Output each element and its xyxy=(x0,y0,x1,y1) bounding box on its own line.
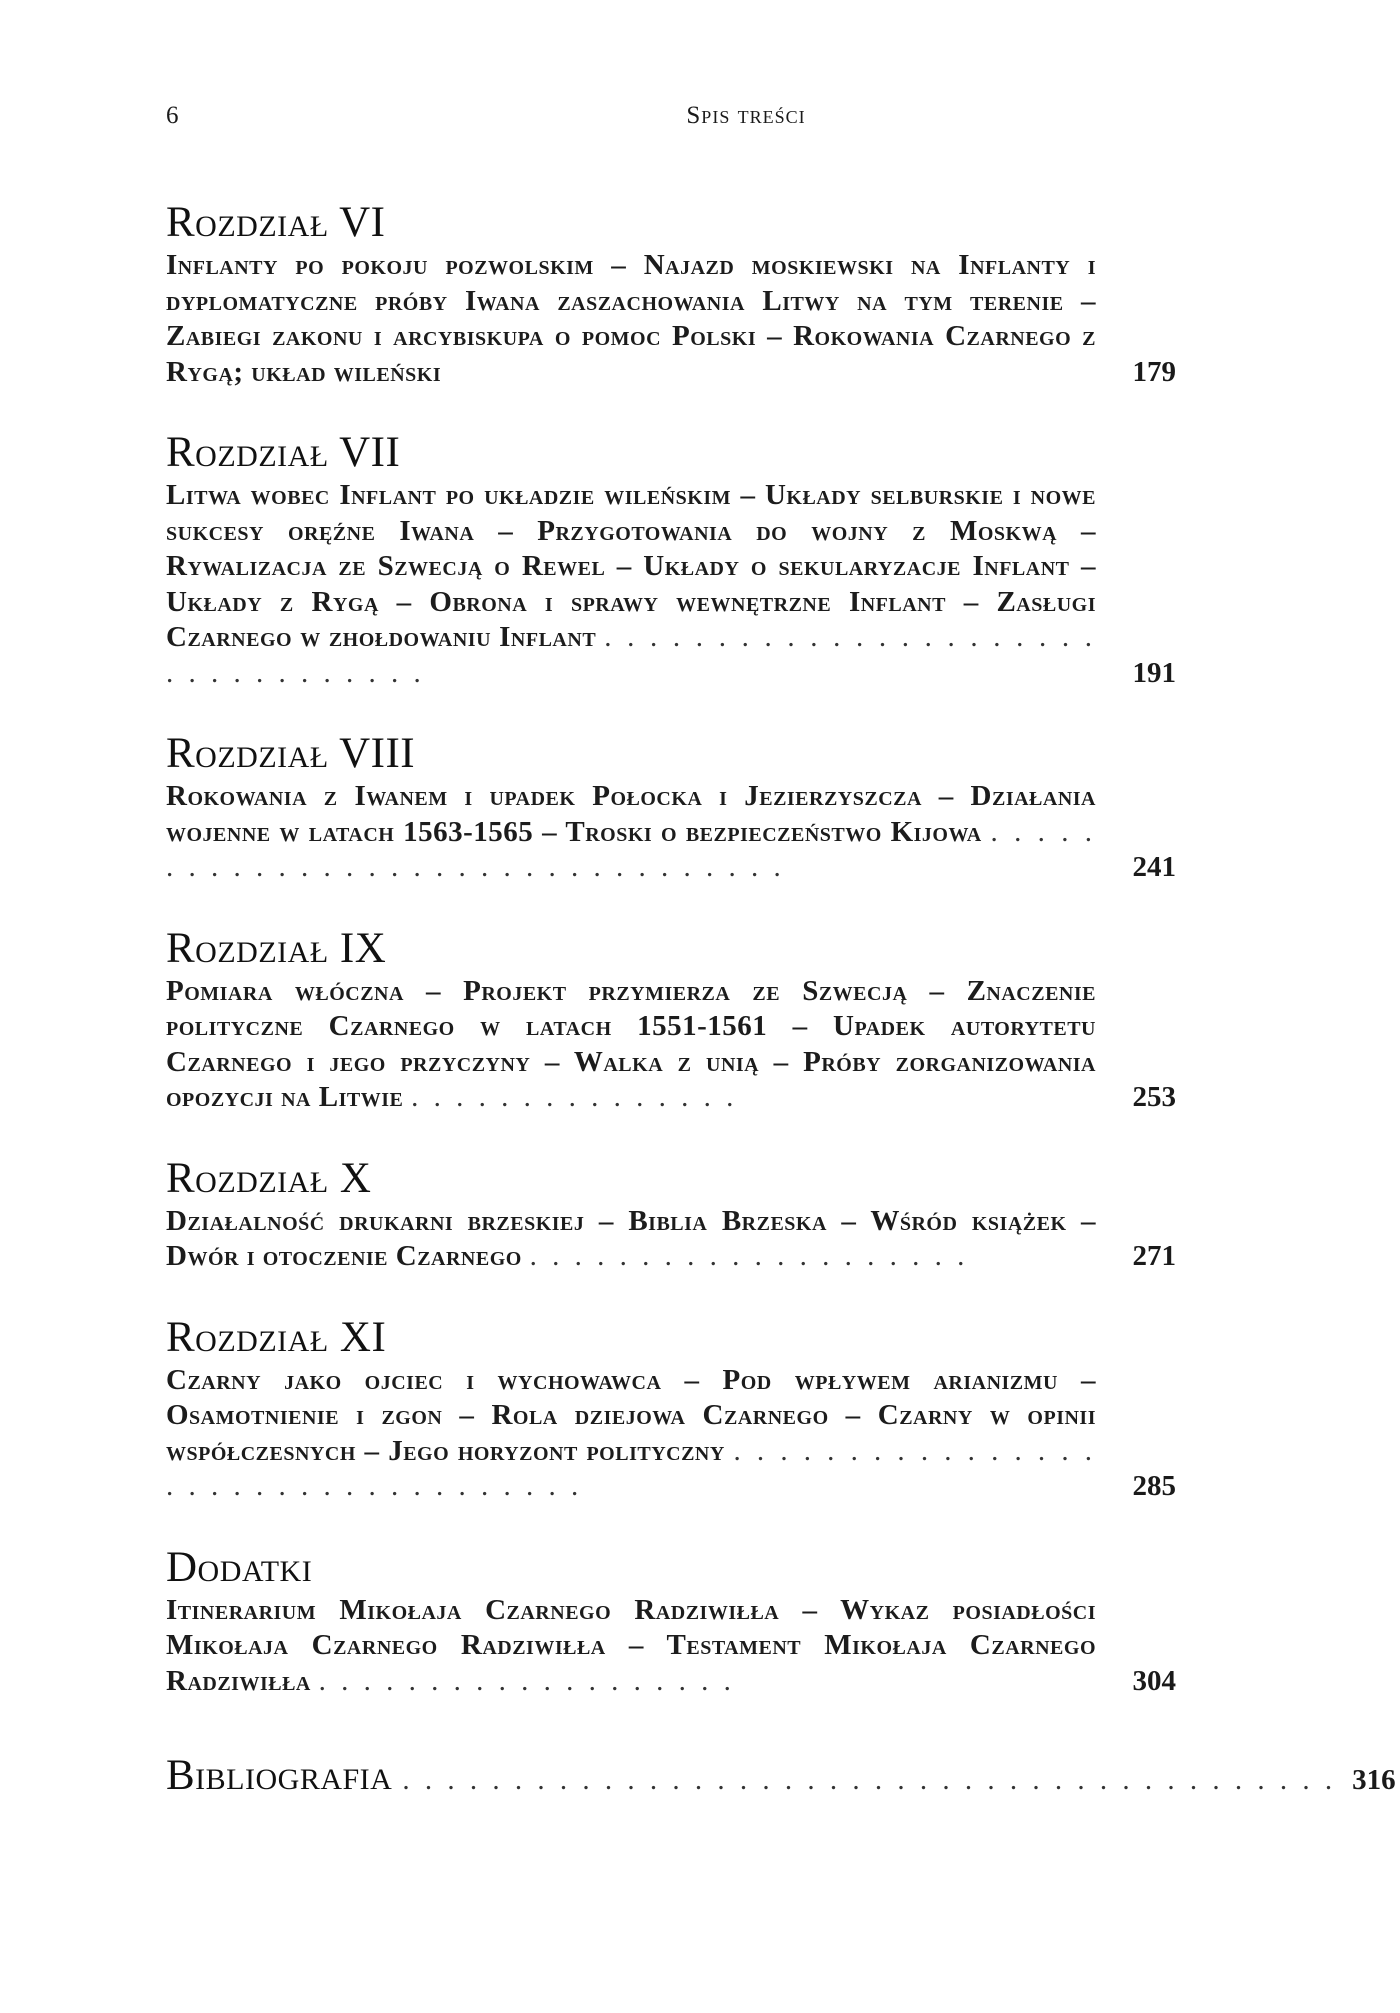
chapter-page-number: 304 xyxy=(1132,1664,1176,1697)
dot-leader: . . . . . . . . . . . . . . . . . . . xyxy=(318,1664,735,1697)
chapter-title: Rozdział XI xyxy=(166,1313,387,1361)
chapter-page-number: 285 xyxy=(1132,1470,1176,1502)
chapter-description-text: Działalność drukarni brzeskiej – Biblia Brzeska – Wśród książek – Dwór i otoczenie Czarnego xyxy=(166,1204,1096,1272)
chapter-description-text: Pomiara włóczna – Projekt przymierza ze Szwecją – Znaczenie polityczne Czarnego w latach 1551-1561 – Upadek autorytetu Czarnego i jego przyczyny – Walka z unią – Próby zorganizowania opozycji na Litwie xyxy=(166,974,1096,1113)
toc-entry-bibliography xyxy=(166,1751,1396,1801)
bibliography-title: Bibliografia xyxy=(166,1752,393,1799)
chapter-description-text: Litwa wobec Inflant po układzie wileńskim – Układy selburskie i nowe sukcesy oręźne Iwana – Przygotowania do wojny z Moskwą – Rywalizacja ze Szwecją o Rewel – Układy o sekularyzacje Inflant – Układy z Rygą – Obrona i sprawy wewnętrzne Inflant – Zasługi Czarnego w zhołdowaniu Inflant xyxy=(166,479,1096,653)
chapter-description xyxy=(166,1593,1096,1700)
toc-entry-chapter-6 xyxy=(166,198,1176,390)
table-of-contents xyxy=(166,198,1396,1801)
page-header xyxy=(166,102,1176,134)
chapter-description xyxy=(166,1363,1096,1505)
dot-leader: . . . . . . . . . . . . . . . xyxy=(411,1081,738,1113)
dot-leader: . . . . . . . . . . . . . . . . . . . . . . . . . . . . . . . . . . . . . . . . . . xyxy=(402,1764,1337,1796)
chapter-page-number: 253 xyxy=(1132,1081,1176,1113)
chapter-description-text: Itinerarium Mikołaja Czarnego Radziwiłła – Wykaz posiadłości Mikołaja Czarnego Radziwiłła – Testament Mikołaja Czarnego Radziwiłła xyxy=(166,1593,1096,1697)
dot-leader: . . . . . . . . . . . . . . . . . . . . . . . . . . . . . . . . . . . xyxy=(166,1434,1097,1502)
toc-entry-chapter-7 xyxy=(166,428,1176,691)
toc-entry-chapter-10 xyxy=(166,1154,1176,1275)
chapter-title: Rozdział IX xyxy=(166,924,387,972)
chapter-description xyxy=(166,1204,1096,1275)
chapter-description xyxy=(166,974,1096,1116)
bibliography-page-number: 316 xyxy=(1352,1764,1396,1796)
chapter-description xyxy=(166,248,1096,390)
chapter-description-text: Rokowania z Iwanem i upadek Połocka i Jezierzyszcza – Działania wojenne w latach 1563-1565 – Troski o bezpieczeństwo Kijowa xyxy=(166,780,1096,848)
chapter-description-text: Czarny jako ojciec i wychowawca – Pod wpływem arianizmu – Osamotnienie i zgon – Rola dziejowa Czarnego – Czarny w opinii współczesnych – Jego horyzont polityczny xyxy=(166,1363,1096,1467)
chapter-title: Rozdział VII xyxy=(166,429,401,476)
dot-leader: . . . . . . . . . . . . . . . . . . . . xyxy=(529,1240,969,1272)
toc-entry-chapter-9 xyxy=(166,924,1176,1116)
chapter-page-number: 179 xyxy=(1132,355,1176,388)
toc-entry-chapter-11 xyxy=(166,1313,1176,1505)
dot-leader: . . . . . . . . . . . . . . . . . . . . . . . . . . . . . . . . . . xyxy=(166,621,1097,689)
chapter-page-number: 241 xyxy=(1132,851,1176,883)
page-number: 6 xyxy=(166,102,179,129)
chapter-title: Rozdział VI xyxy=(166,199,386,246)
chapter-description xyxy=(166,779,1096,886)
chapter-title: Dodatki xyxy=(166,1543,313,1591)
chapter-title: Rozdział VIII xyxy=(166,730,416,777)
running-title: Spis treści xyxy=(686,102,806,129)
chapter-title: Rozdział X xyxy=(166,1154,372,1202)
chapter-page-number: 271 xyxy=(1132,1240,1176,1272)
chapter-description-text: Inflanty po pokoju pozwolskim – Najazd moskiewski na Inflanty i dyplomatyczne próby Iwana zaszachowania Litwy na tym terenie – Zabiegi zakonu i arcybiskupa o pomoc Polski – Rokowania Czarnego z Rygą; układ wileński xyxy=(166,249,1096,388)
dot-leader: . . . . . . . . . . . . . . . . . . . . . . . . . . . . . . . . . xyxy=(166,815,1096,883)
chapter-page-number: 191 xyxy=(1132,656,1176,689)
chapter-description xyxy=(166,478,1096,691)
toc-entry-chapter-8 xyxy=(166,729,1176,886)
toc-entry-appendices xyxy=(166,1543,1176,1700)
